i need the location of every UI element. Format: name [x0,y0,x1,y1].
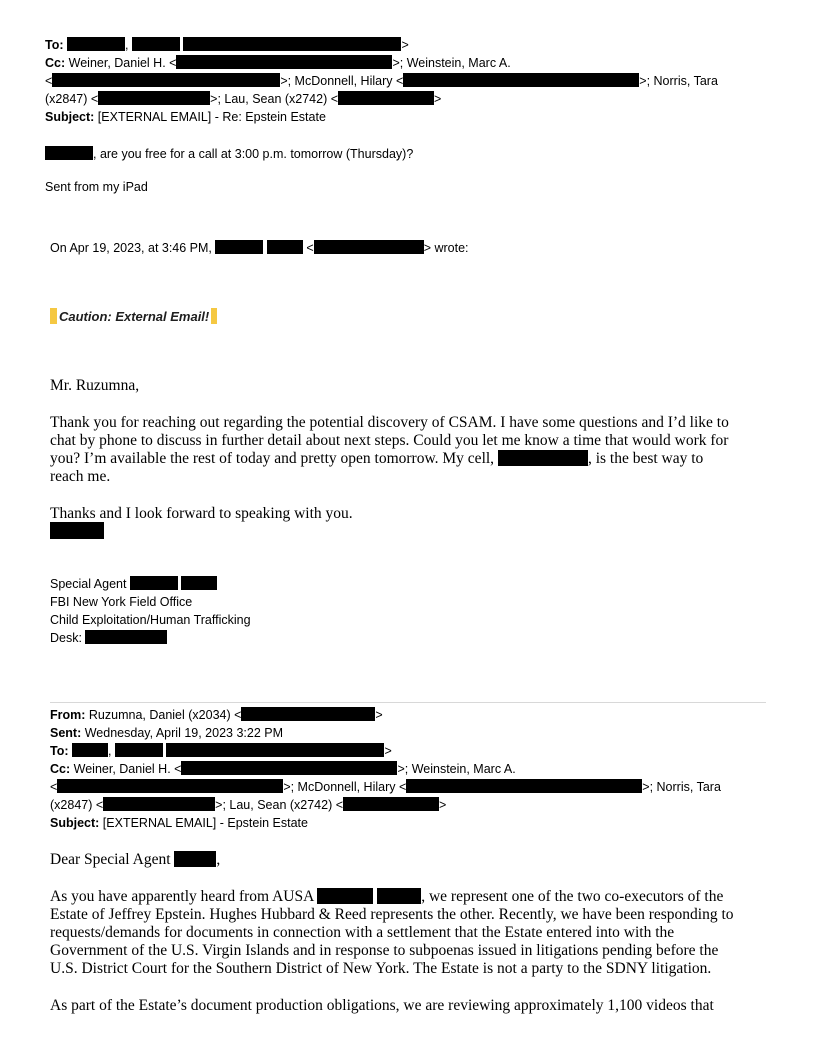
redaction [498,450,588,466]
cc-weinstein: >; Weinstein, Marc A. [392,56,511,70]
signature-desk [50,629,167,647]
paragraph-line: Estate of Jeffrey Epstein. Hughes Hubbard & Reed represents the other. Recently, we have been responding to [50,906,734,923]
bracket: > [434,92,442,106]
redaction [50,522,104,539]
reply-subject-line [45,108,326,126]
orig-cc-line [50,760,516,778]
cc-weiner: Weiner, Daniel H. < [68,56,177,70]
paragraph-line: Thank you for reaching out regarding the potential discovery of CSAM. I have some questions and I’d like to [50,414,729,431]
separator: , [108,744,112,758]
bracket: > [375,708,383,722]
redaction [67,37,125,51]
paragraph-line: U.S. District Court for the Southern District of New York. The Estate is not a party to the SDNY litigation. [50,960,712,977]
orig-cc-line-3 [50,796,446,814]
redaction [115,743,163,757]
reply-cc-line-3 [45,90,441,108]
redaction [338,91,434,105]
redaction [98,91,210,105]
paragraph-line: requests/demands for documents in connection with a settlement that the Estate entered into with the [50,924,675,941]
cc-lau: >; Lau, Sean (x2742) < [210,92,339,106]
wrote: > wrote: [423,241,469,255]
to-label: To: [50,744,69,758]
bracket: > [401,38,409,52]
orig-sent-line [50,724,283,742]
orig-cc-line-2 [50,778,721,796]
reply-message [45,145,413,163]
divider [50,702,766,703]
orig-salutation: Dear Special Agent , [50,851,221,868]
redaction [377,888,421,904]
cc-x2847: (x2847) < [45,92,99,106]
redaction [176,55,392,69]
bracket: < [306,241,314,255]
cc-weiner: Weiner, Daniel H. < [73,762,182,776]
to-label: To: [45,38,64,52]
bracket: < [50,780,58,794]
paragraph-line: As part of the Estate’s document production obligations, we are reviewing approximately 1,100 videos that [50,997,714,1014]
cc-weinstein: >; Weinstein, Marc A. [397,762,516,776]
redaction [45,146,93,160]
bracket: > [439,798,447,812]
text: Dear Special Agent [50,851,171,868]
cc-x2847: (x2847) < [50,798,104,812]
paragraph-line: reach me. [50,468,111,485]
paragraph-line: Government of the U.S. Virgin Islands and in response to subpoenas issued in litigations pending before the [50,942,719,959]
caution-text: Caution: External Email! [59,309,210,324]
redaction [406,779,642,793]
subject-label: Subject: [45,110,95,124]
redaction [57,779,283,793]
redaction [132,37,180,51]
reply-cc-line [45,54,511,72]
subject: [EXTERNAL EMAIL] - Re: Epstein Estate [97,110,326,124]
caution-marker [50,308,57,324]
from-label: From: [50,708,86,722]
sent-value: Wednesday, April 19, 2023 3:22 PM [84,726,284,740]
sent-label: Sent: [50,726,82,740]
redaction [85,630,167,644]
text: Desk: [50,631,82,645]
redaction [241,707,375,721]
cc-norris: >; Norris, Tara [639,74,718,88]
reply-cc-line-2 [45,72,718,90]
redaction [317,888,373,904]
caution-marker-end [211,308,217,324]
paragraph-line [50,888,723,906]
subject-label: Subject: [50,816,100,830]
from-value: Ruzumna, Daniel (x2034) < [88,708,242,722]
redaction [181,576,217,590]
orig-to-line [50,742,392,760]
quote-intro [50,239,469,257]
bracket: > [384,744,392,758]
salutation: Mr. Ruzumna, [50,377,140,394]
redaction [181,761,397,775]
cc-label: Cc: [45,56,66,70]
orig-from-line [50,706,383,724]
text: you? I’m available the rest of today and pretty open tomorrow. My cell, [50,450,495,467]
cc-norris: >; Norris, Tara [642,780,721,794]
cc-mcdonnell: >; McDonnell, Hilary < [280,74,404,88]
reply-text: , are you free for a call at 3:00 p.m. tomorrow (Thursday)? [93,147,414,161]
bracket: < [45,74,53,88]
signature-unit: Child Exploitation/Human Trafficking [50,613,251,627]
redaction [403,73,639,87]
redaction [52,73,280,87]
redaction [72,743,108,757]
text: As you have apparently heard from AUSA [50,888,314,905]
redaction [130,576,178,590]
redaction [166,743,384,757]
quote-date: On Apr 19, 2023, at 3:46 PM, [50,241,212,255]
cc-mcdonnell: >; McDonnell, Hilary < [283,780,407,794]
redaction [267,240,303,254]
sent-from: Sent from my iPad [45,180,148,194]
text: , is the best way to [587,450,704,467]
text: Special Agent [50,577,127,591]
subject: [EXTERNAL EMAIL] - Epstein Estate [102,816,308,830]
redaction [183,37,401,51]
signature-title [50,575,217,593]
signature-office: FBI New York Field Office [50,595,193,609]
redaction [103,797,215,811]
orig-subject-line [50,814,308,832]
reply-to-line [45,36,409,54]
separator: , [125,38,129,52]
caution-banner [50,308,217,324]
redaction [314,240,424,254]
cc-label: Cc: [50,762,71,776]
redaction [174,851,216,867]
closing: Thanks and I look forward to speaking with you. [50,505,353,522]
paragraph-line: chat by phone to discuss in further detail about next steps. Could you let me know a time that would work for [50,432,729,449]
redaction [215,240,263,254]
text: , we represent one of the two co-executors of the [421,888,724,905]
paragraph-line [50,450,703,468]
cc-lau: >; Lau, Sean (x2742) < [215,798,344,812]
redaction [343,797,439,811]
